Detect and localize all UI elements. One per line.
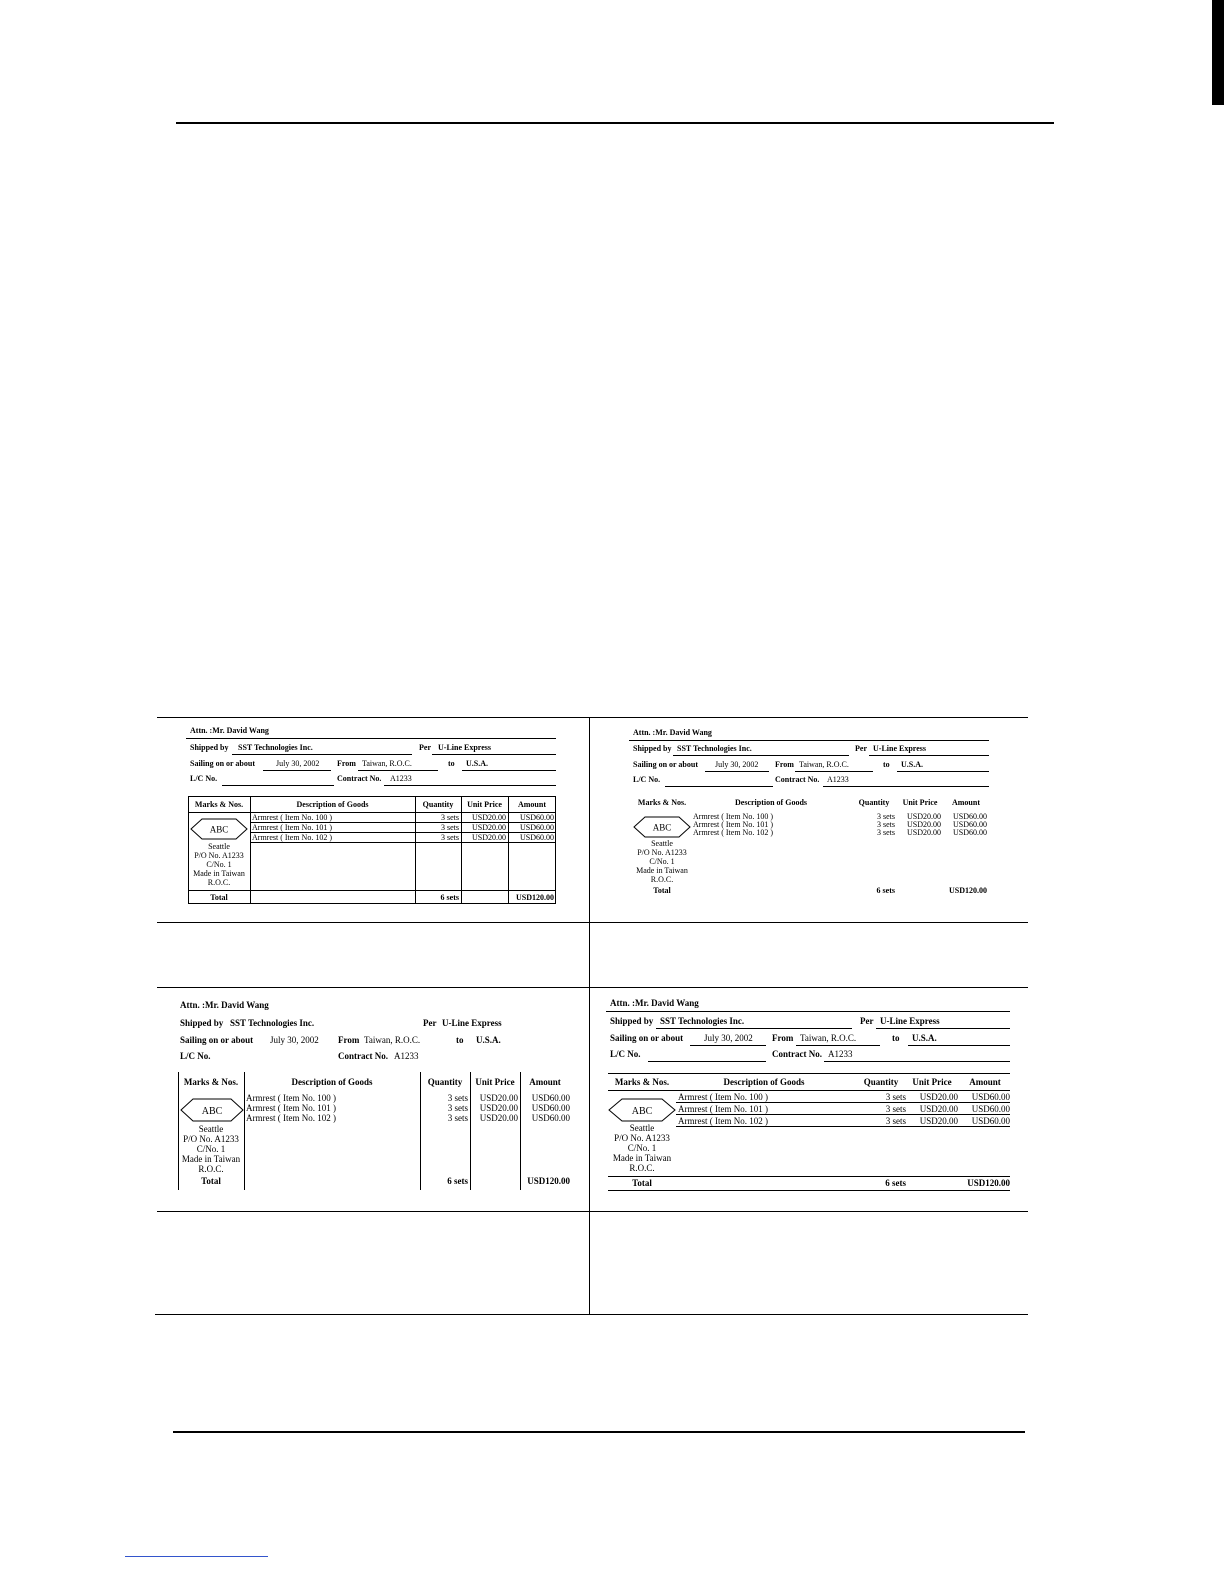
contract-underline [824,1061,1010,1062]
row-2-desc: Armrest ( Item No. 101 ) [678,1104,768,1114]
from-underline [795,771,873,772]
mark-line-3: C/No. 1 [196,1144,226,1154]
mark-line-2: P/O No. A1233 [637,848,687,857]
contract-value: A1233 [394,1051,419,1061]
header-amount: Amount [529,1077,561,1087]
total-top-rule [608,1176,1010,1177]
mark-line-2: P/O No. A1233 [614,1133,670,1143]
edge-bar [1212,0,1224,105]
to-label: to [883,760,890,769]
contract-label: Contract No. [772,1049,822,1059]
attn-label: Attn. :Mr. David Wang [180,1000,269,1010]
row-2-qty: 3 sets [885,1104,906,1114]
from-value: Taiwan, R.O.C. [799,760,849,769]
contract-value: A1233 [828,1049,853,1059]
header-description: Description of Goods [723,1077,805,1087]
shipped-by-underline [656,1028,852,1029]
per-value: U-Line Express [442,1018,502,1028]
total-qty: 6 sets [885,1178,906,1188]
sailing-underline [690,1045,766,1046]
row-2-price: USD20.00 [479,1103,518,1113]
sample-vertical-lines [176,998,576,1190]
row-1-amount: USD60.00 [519,813,554,822]
abc-logo-text: ABC [201,1106,223,1117]
attn-underline [629,740,989,741]
from-label: From [772,1033,794,1043]
mark-line-5: R.O.C. [198,1164,224,1174]
total-amount: USD120.00 [967,1178,1010,1188]
contract-label: Contract No. [775,775,820,784]
grid-rule-4 [157,1211,1028,1212]
row-1-price: USD20.00 [471,813,506,822]
row-2-desc: Armrest ( Item No. 101 ) [693,820,773,829]
header-marks: Marks & Nos. [614,1077,670,1087]
to-underline [908,1045,1010,1046]
to-label: to [456,1035,464,1045]
total-amount: USD120.00 [515,893,554,902]
header-amount: Amount [951,798,980,807]
shipped-by-value: SST Technologies Inc. [230,1018,315,1028]
header-marks: Marks & Nos. [183,1077,239,1087]
sailing-underline [263,770,331,771]
row-1-price: USD20.00 [479,1093,518,1103]
mark-line-4: Made in Taiwan [612,1153,672,1163]
row-2-qty: 3 sets [877,820,895,829]
lc-label: L/C No. [633,775,661,784]
from-label: From [337,759,356,768]
row-3-desc: Armrest ( Item No. 102 ) [246,1113,336,1123]
sailing-value: July 30, 2002 [276,759,320,768]
total-qty: 6 sets [876,886,895,895]
shipped-by-label: Shipped by [190,743,229,752]
sample-horizontal-lines [606,996,1012,1192]
grid-top-rule [157,717,1028,718]
col-divider-3 [470,1072,471,1190]
row-2-qty: 3 sets [447,1103,468,1113]
lc-underline [222,785,334,786]
mark-line-3: C/No. 1 [206,860,232,869]
shipped-by-underline [673,755,849,756]
lc-label: L/C No. [180,1051,211,1061]
contract-label: Contract No. [338,1051,388,1061]
mark-line-3: C/No. 1 [627,1143,657,1153]
row-3-price: USD20.00 [471,833,506,842]
grid-rule-2 [157,922,1028,923]
per-underline [869,755,989,756]
per-value: U-Line Express [873,744,926,753]
mark-line-2: P/O No. A1233 [183,1134,239,1144]
row-2-price: USD20.00 [919,1104,958,1114]
row-1-amount: USD60.00 [952,812,987,821]
row-3-desc: Armrest ( Item No. 102 ) [252,833,332,842]
to-label: to [448,759,455,768]
row-2-amount: USD60.00 [952,820,987,829]
per-label: Per [855,744,867,753]
from-label: From [775,760,794,769]
to-underline [897,771,989,772]
to-value: U.S.A. [466,759,489,768]
row-3-qty: 3 sets [447,1113,468,1123]
per-value: U-Line Express [880,1016,940,1026]
grid-bottom-rule [155,1314,1028,1315]
header-unit-price: Unit Price [902,798,938,807]
row-2-desc: Armrest ( Item No. 101 ) [246,1103,336,1113]
row-1-desc: Armrest ( Item No. 100 ) [693,812,773,821]
row-1-amount: USD60.00 [531,1093,570,1103]
total-qty: 6 sets [440,893,459,902]
header-marks: Marks & Nos. [637,798,687,807]
footer-rule [173,1431,1025,1433]
mark-line-4: Made in Taiwan [181,1154,241,1164]
row-3-qty: 3 sets [877,828,895,837]
footer-link-underline [125,1556,268,1557]
row-2-amount: USD60.00 [519,823,554,832]
mark-line-3: C/No. 1 [649,857,675,866]
lc-underline [648,1061,766,1062]
total-label: Total [210,893,228,902]
grid-center-divider [589,717,590,1315]
row-2-amount: USD60.00 [531,1103,570,1113]
contract-value: A1233 [390,774,412,783]
sailing-label: Sailing on or about [633,760,698,769]
row-1-qty: 3 sets [877,812,895,821]
sample-bordered [186,726,558,906]
col-divider-2 [420,1072,421,1190]
from-underline [358,770,438,771]
total-bottom-rule [608,1190,1010,1191]
mark-line-4: Made in Taiwan [193,869,245,878]
mark-line-1: Seattle [208,842,230,851]
row-2-price: USD20.00 [906,820,941,829]
abc-diamond-logo [633,816,691,838]
row-1-qty: 3 sets [885,1092,906,1102]
header-unit-price: Unit Price [467,800,502,809]
row-3-qty: 3 sets [885,1116,906,1126]
row-2-amount: USD60.00 [971,1104,1010,1114]
attn-underline [606,1011,1010,1012]
header-description: Description of Goods [291,1077,373,1087]
mark-line-1: Seattle [651,839,673,848]
shipped-by-value: SST Technologies Inc. [238,743,313,752]
row-3-qty: 3 sets [441,833,459,842]
row-1-price: USD20.00 [906,812,941,821]
header-quantity: Quantity [863,1077,899,1087]
header-quantity: Quantity [427,1077,463,1087]
to-value: U.S.A. [912,1033,937,1043]
shipped-by-underline [232,754,412,755]
header-divider [608,1090,1010,1091]
from-value: Taiwan, R.O.C. [800,1033,857,1043]
grid-rule-3 [157,987,1028,988]
row-1-price: USD20.00 [919,1092,958,1102]
sailing-label: Sailing on or about [610,1033,684,1043]
lc-label: L/C No. [610,1049,641,1059]
from-value: Taiwan, R.O.C. [364,1035,421,1045]
row-3-desc: Armrest ( Item No. 102 ) [678,1116,768,1126]
sailing-label: Sailing on or about [180,1035,254,1045]
row-1-qty: 3 sets [441,813,459,822]
row-1-qty: 3 sets [447,1093,468,1103]
row-3-amount: USD60.00 [952,828,987,837]
col-divider-1 [244,1072,245,1190]
mark-line-4: Made in Taiwan [636,866,688,875]
header-quantity: Quantity [858,798,890,807]
abc-diamond-logo [180,1098,244,1122]
mark-line-5: R.O.C. [629,1163,655,1173]
per-label: Per [419,743,431,752]
row-1-desc: Armrest ( Item No. 100 ) [246,1093,336,1103]
attn-label: Attn. :Mr. David Wang [190,726,269,735]
abc-logo-text: ABC [652,822,672,833]
abc-logo-text: ABC [631,1106,653,1117]
shipped-by-value: SST Technologies Inc. [677,744,752,753]
sailing-label: Sailing on or about [190,759,255,768]
total-label: Total [201,1176,221,1186]
attn-label: Attn. :Mr. David Wang [633,728,712,737]
header-amount: Amount [517,800,546,809]
mark-line-5: R.O.C. [207,878,231,887]
mark-line-5: R.O.C. [650,875,674,884]
row-3-amount: USD60.00 [971,1116,1010,1126]
to-underline [462,770,556,771]
sailing-value: July 30, 2002 [270,1035,319,1045]
from-label: From [338,1035,360,1045]
header-description: Description of Goods [296,800,369,809]
sailing-value: July 30, 2002 [715,760,759,769]
shipped-by-value: SST Technologies Inc. [660,1016,745,1026]
col-divider-4 [520,1072,521,1190]
from-value: Taiwan, R.O.C. [362,759,412,768]
header-marks: Marks & Nos. [194,800,244,809]
per-label: Per [423,1018,437,1028]
shipped-by-label: Shipped by [633,744,672,753]
shipped-by-label: Shipped by [180,1018,224,1028]
row-3-price: USD20.00 [919,1116,958,1126]
per-label: Per [860,1016,874,1026]
abc-logo-text: ABC [209,824,229,835]
contract-underline [384,785,556,786]
header-amount: Amount [969,1077,1001,1087]
per-underline [432,754,556,755]
header-quantity: Quantity [422,800,454,809]
row-1-desc: Armrest ( Item No. 100 ) [678,1092,768,1102]
row-2-qty: 3 sets [441,823,459,832]
per-value: U-Line Express [438,743,491,752]
row-1-desc: Armrest ( Item No. 100 ) [252,813,332,822]
sample-no-table-lines [629,728,991,900]
per-underline [876,1028,1010,1029]
row-3-price: USD20.00 [479,1113,518,1123]
mark-line-1: Seattle [629,1123,655,1133]
contract-underline [823,786,989,787]
header-description: Description of Goods [735,798,807,807]
row-3-amount: USD60.00 [531,1113,570,1123]
row-3-price: USD20.00 [906,828,941,837]
attn-label: Attn. :Mr. David Wang [610,998,699,1008]
total-label: Total [632,1178,652,1188]
total-divider [188,890,556,891]
contract-label: Contract No. [337,774,382,783]
row-3-amount: USD60.00 [519,833,554,842]
total-qty: 6 sets [447,1176,468,1186]
mark-line-2: P/O No. A1233 [194,851,244,860]
header-unit-price: Unit Price [475,1077,515,1087]
mark-line-1: Seattle [198,1124,224,1134]
attn-underline [186,738,556,739]
lc-underline [665,786,773,787]
row-2-price: USD20.00 [471,823,506,832]
sailing-underline [705,771,769,772]
to-value: U.S.A. [476,1035,501,1045]
sailing-value: July 30, 2002 [704,1033,753,1043]
row-1-amount: USD60.00 [971,1092,1010,1102]
table-top-rule [608,1073,1010,1074]
abc-diamond-logo [608,1098,676,1122]
lc-label: L/C No. [190,774,218,783]
header-rule [176,122,1054,124]
abc-diamond-logo [190,818,248,840]
contract-value: A1233 [827,775,849,784]
total-amount: USD120.00 [948,886,987,895]
shipped-by-label: Shipped by [610,1016,654,1026]
row-3-desc: Armrest ( Item No. 102 ) [693,828,773,837]
header-unit-price: Unit Price [912,1077,952,1087]
to-label: to [892,1033,900,1043]
total-amount: USD120.00 [527,1176,570,1186]
row-2-desc: Armrest ( Item No. 101 ) [252,823,332,832]
to-value: U.S.A. [901,760,924,769]
total-label: Total [653,886,671,895]
from-underline [796,1045,880,1046]
